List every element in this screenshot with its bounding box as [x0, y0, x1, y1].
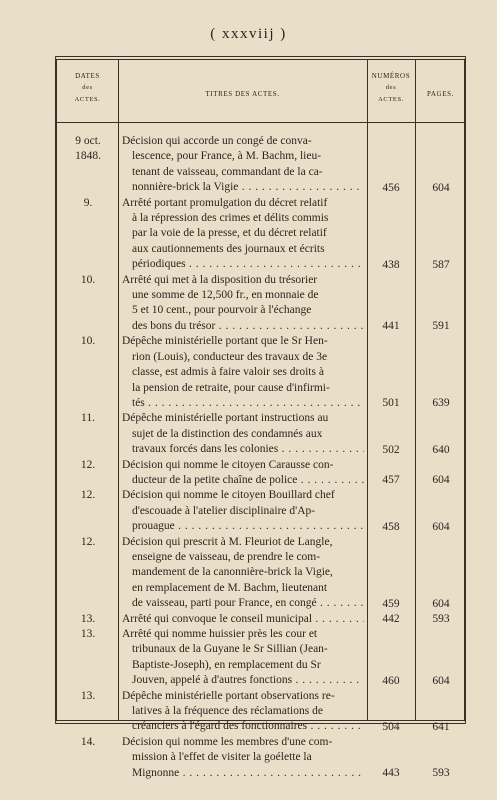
header-dates-sub2: ACTES. [74, 96, 101, 103]
entry-date-line: 10. [80, 335, 96, 348]
entry-date [61, 134, 115, 164]
entry-title-line: sujet de la distinction des condamnés aux [132, 427, 323, 440]
entry-title [122, 196, 364, 273]
entries-list [57, 134, 464, 781]
entry-page: 591 [432, 320, 450, 333]
entry-title-line: par la voie de la presse, et du décret relatif [132, 227, 327, 240]
entry-title-line: mandement de la canonnière-brick la Vigie, [132, 566, 333, 579]
header-dates-sub1: des [82, 84, 93, 91]
entry-title-line: créanciers à l'égard des fonctionnaires . . . [122, 719, 364, 734]
entry-numero: 443 [382, 767, 400, 780]
entry-title-line: lescence, pour France, à M. Bachm, lieu- [132, 150, 322, 163]
entry-numero: 456 [382, 181, 400, 194]
entry-title-line: ducteur de la petite chaîne de police . . . [122, 473, 364, 488]
entry-title [122, 535, 364, 612]
table-row [57, 458, 464, 489]
entry-date-line: 13. [80, 628, 96, 640]
table-row [57, 689, 464, 735]
entry-title-line: Arrêté qui convoque le conseil municipal . . . [122, 612, 364, 627]
entry-title-line: la pension de retraite, pour cause d'infirmi- [132, 381, 330, 394]
header-numeros-main: NUMÉROS [371, 72, 411, 80]
entry-date [61, 488, 115, 503]
entry-title-line: Décision qui nomme les membres d'une com- [122, 735, 333, 748]
entry-title [122, 689, 364, 735]
header-titres: TITRES DES ACTES. [205, 90, 280, 98]
entry-date [61, 689, 115, 704]
header-numeros-sub1: des [385, 84, 397, 91]
entry-title-line: Baptiste-Joseph), en remplacement du Sr [132, 658, 321, 671]
entry-date [61, 411, 115, 426]
entry-date-line: 9. [83, 196, 93, 209]
entry-title [122, 411, 364, 457]
entry-numero: 441 [382, 320, 400, 333]
index-table [55, 56, 466, 780]
entry-title-line: latives à la fréquence des réclamations de [132, 705, 323, 718]
entry-title [122, 134, 364, 196]
header-numeros-sub2: ACTES. [378, 96, 404, 103]
entry-date [61, 535, 115, 550]
entry-title-line: Décision qui nomme le citoyen Carausse con- [122, 458, 334, 471]
entry-numero: 502 [382, 443, 400, 456]
entry-title-line: Dépêche ministérielle portant que le Sr Hen- [122, 335, 328, 348]
entry-title-line: Arrêté qui met à la disposition du trésorier [122, 273, 318, 286]
entry-numero: 459 [382, 597, 400, 610]
entry-title-line: Décision qui nomme le citoyen Bouillard chef [122, 489, 335, 502]
entry-page: 604 [432, 520, 450, 533]
entry-title-line: classe, est admis à faire valoir ses droits à [132, 366, 324, 379]
entry-page: 640 [432, 443, 450, 456]
table-row [57, 535, 464, 612]
table-row [57, 411, 464, 457]
entry-title-line: de vaisseau, parti pour France, en congé . . . [122, 596, 364, 611]
entry-title-line: en remplacement de M. Bachm, lieutenant [132, 581, 328, 594]
entry-date-line: 13. [80, 689, 96, 702]
entry-title-line: Jouven, appelé à d'autres fonctions . . . [122, 673, 364, 688]
entry-title [122, 334, 364, 411]
table-row [57, 612, 464, 627]
entry-page: 604 [432, 674, 450, 687]
entry-page: 587 [432, 258, 450, 271]
entry-numero: 458 [382, 520, 400, 533]
entry-title-line: d'escouade à l'atelier disciplinaire d'Ap- [132, 504, 316, 517]
entry-date [61, 334, 115, 349]
entry-title-line: enseigne de vaisseau, de prendre le com- [132, 550, 321, 563]
entry-title [122, 612, 364, 627]
entry-title-line: prouague . . . [122, 519, 364, 534]
entry-date [61, 627, 115, 642]
entry-title [122, 735, 364, 781]
entry-title-line: des bons du trésor . . . [122, 319, 364, 334]
table-row [57, 334, 464, 411]
table-row [57, 627, 464, 689]
entry-page: 641 [432, 720, 450, 733]
entry-title-line: Dépêche ministérielle portant instructions au [122, 412, 329, 425]
entry-title-line: tenant de vaisseau, commandant de la ca- [132, 165, 323, 178]
entry-page: 604 [432, 474, 450, 487]
entry-page: 604 [432, 597, 450, 610]
table-row [57, 134, 464, 196]
table-row [57, 273, 464, 335]
entry-numero: 438 [382, 258, 400, 271]
entry-title [122, 273, 364, 335]
entry-title-line: Décision qui accorde un congé de conva- [122, 135, 312, 147]
entry-title [122, 627, 364, 689]
entry-title-line: Arrêté qui nomme huissier près les cour et [122, 628, 318, 640]
entry-title-line: tribunaux de la Guyane le Sr Sillian (Jean- [132, 643, 328, 656]
table-row [57, 196, 464, 273]
table-row [57, 488, 464, 534]
entry-page: 593 [432, 613, 450, 625]
entry-page: 604 [432, 181, 450, 194]
entry-date [61, 458, 115, 473]
entry-date-line: 14. [80, 735, 96, 748]
header-numeros [367, 70, 415, 106]
entry-title-line: travaux forcés dans les colonies . . . [122, 442, 364, 457]
entry-date-line: 1848. [75, 150, 101, 162]
entry-title-line: à la répression des crimes et délits commis [132, 212, 329, 225]
entry-date-line: 12. [80, 535, 96, 548]
entry-title-line: périodiques . . . [122, 257, 364, 272]
entry-title-line: Dépêche ministérielle portant observations re- [122, 689, 335, 702]
entry-numero: 442 [382, 613, 400, 625]
page-number: ( xxxviij ) [210, 26, 287, 42]
entry-date [61, 273, 115, 288]
table-row [57, 735, 464, 781]
header-dates [57, 70, 118, 106]
entry-title-line: rion (Louis), conducteur des travaux de 3e [132, 350, 328, 363]
entry-date-line: 11. [81, 412, 95, 425]
entry-numero: 457 [382, 474, 400, 487]
entry-page: 639 [432, 397, 450, 410]
entry-title-line: 5 et 10 cent., pour pourvoir à l'échange [132, 304, 312, 317]
entry-date-line: 12. [80, 458, 96, 471]
entry-date [61, 735, 115, 750]
entry-title [122, 488, 364, 534]
entry-title-line: mission à l'effet de visiter la goélette la [132, 751, 312, 764]
entry-date-line: 13. [80, 612, 96, 625]
entry-date [61, 196, 115, 211]
entry-page: 593 [432, 767, 450, 780]
header-dates-main: DATES [75, 72, 100, 80]
header-divider [57, 122, 464, 123]
entry-date [61, 612, 115, 627]
entry-numero: 501 [382, 397, 400, 410]
entry-date-line: 12. [80, 489, 96, 502]
entry-title-line: tés . . . [122, 396, 364, 411]
entry-title-line: Arrêté portant promulgation du décret relatif [122, 196, 328, 209]
entry-title-line: Mignonne . . . [122, 766, 364, 781]
entry-title-line: Décision qui prescrit à M. Fleuriot de Langle, [122, 535, 333, 548]
entry-title [122, 458, 364, 489]
entry-numero: 460 [382, 674, 400, 687]
entry-title-line: nonnière-brick la Vigie . . . [122, 180, 364, 195]
entry-numero: 504 [382, 720, 400, 733]
entry-date-line: 9 oct. [75, 135, 101, 147]
entry-title-line: une somme de 12,500 fr., en monnaie de [132, 289, 319, 302]
entry-date-line: 10. [80, 273, 96, 286]
entry-title-line: aux cautionnements des journaux et écrits [132, 242, 325, 255]
header-pages: PAGES. [427, 90, 454, 98]
